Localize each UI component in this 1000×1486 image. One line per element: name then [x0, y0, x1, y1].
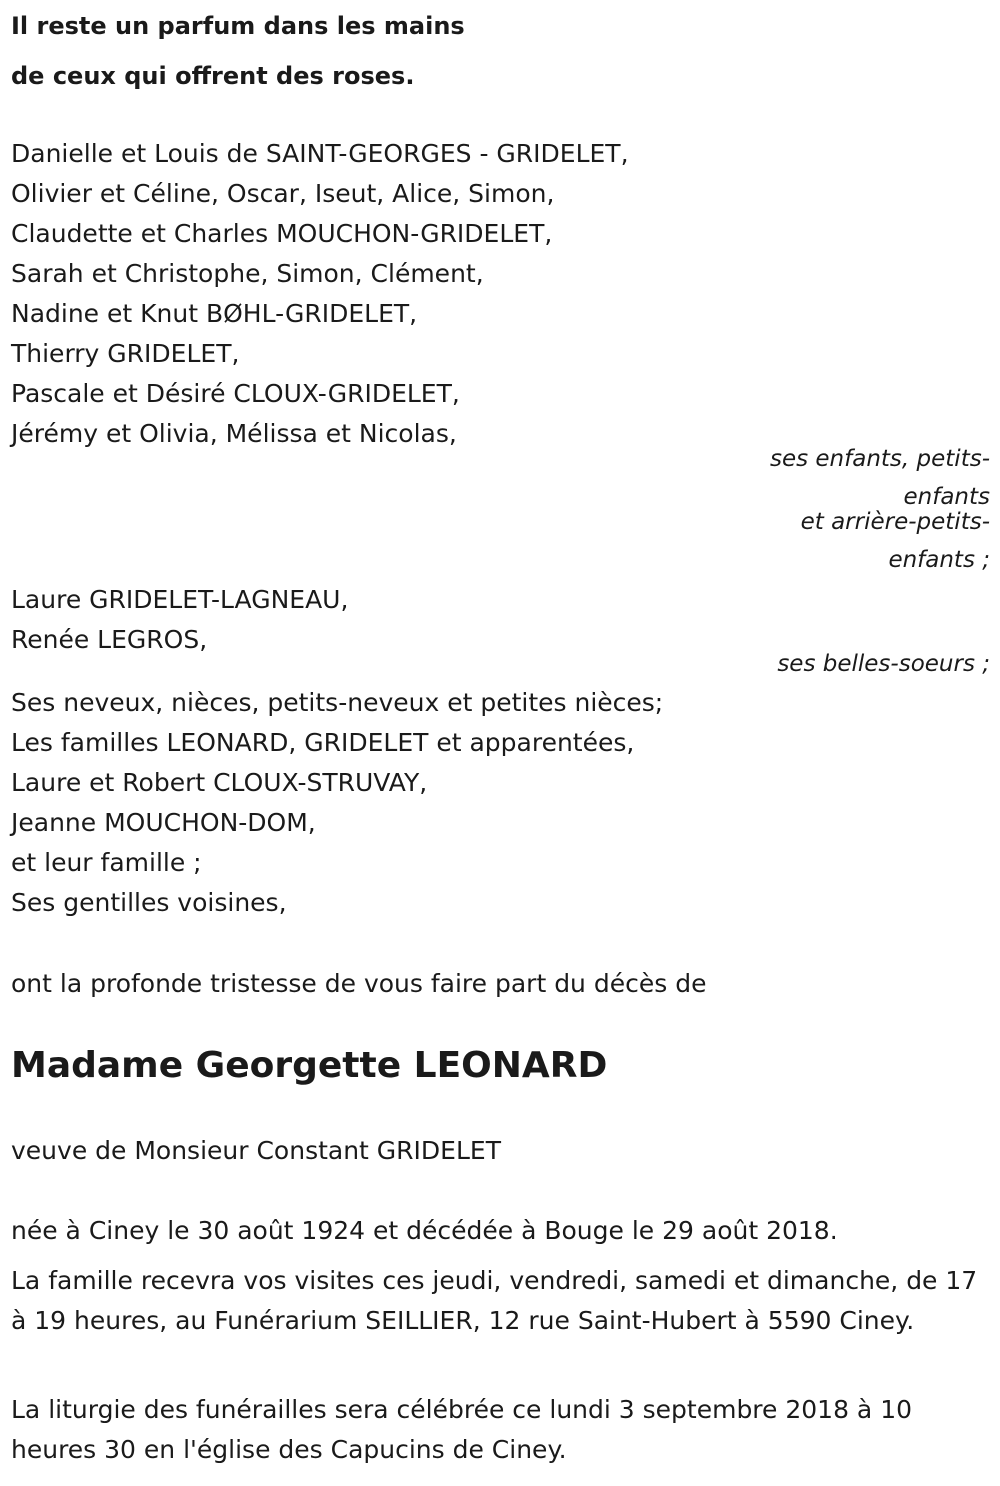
family-line: Pascale et Désiré CLOUX-GRIDELET,	[11, 379, 460, 408]
family-line: Claudette et Charles MOUCHON-GRIDELET,	[11, 219, 553, 248]
announcement-text: ont la profonde tristesse de vous faire part du décès de	[11, 969, 707, 998]
deceased-name: Madame Georgette LEONARD	[11, 1045, 608, 1086]
family-line: Olivier et Céline, Oscar, Iseut, Alice, Simon,	[11, 179, 555, 208]
family-line: et leur famille ;	[11, 848, 202, 877]
relation-children-line-1: ses enfants, petits-	[769, 446, 990, 472]
relation-children-line-4: enfants ;	[888, 547, 990, 573]
birth-death-text: née à Ciney le 30 août 1924 et décédée à Bouge le 29 août 2018.	[11, 1216, 838, 1245]
liturgy-paragraph: La liturgie des funérailles sera célébrée ce lundi 3 septembre 2018 à 10 heures 30 en l'église des Capucins de Ciney.	[11, 1395, 913, 1464]
family-line: Sarah et Christophe, Simon, Clément,	[11, 259, 484, 288]
relation-children-line-3: et arrière-petits-	[800, 509, 990, 535]
relation-children-line-2: enfants	[903, 484, 990, 510]
family-line: Danielle et Louis de SAINT-GEORGES - GRIDELET,	[11, 139, 629, 168]
family-line: Jeanne MOUCHON-DOM,	[11, 808, 316, 837]
widow-of-text: veuve de Monsieur Constant GRIDELET	[11, 1136, 501, 1165]
family-line: Ses gentilles voisines,	[11, 888, 287, 917]
family-line: Les familles LEONARD, GRIDELET et apparentées,	[11, 728, 635, 757]
family-line: Laure et Robert CLOUX-STRUVAY,	[11, 768, 428, 797]
epigraph-line-1: Il reste un parfum dans les mains	[11, 12, 465, 40]
family-line: Renée LEGROS,	[11, 625, 208, 654]
family-line: Ses neveux, nièces, petits-neveux et petites nièces;	[11, 688, 664, 717]
family-line: Laure GRIDELET-LAGNEAU,	[11, 585, 349, 614]
relation-sisters-in-law: ses belles-soeurs ;	[777, 651, 990, 677]
family-line: Jérémy et Olivia, Mélissa et Nicolas,	[11, 419, 457, 448]
family-line: Thierry GRIDELET,	[11, 339, 240, 368]
epigraph-line-2: de ceux qui offrent des roses.	[11, 62, 415, 90]
family-line: Nadine et Knut BØHL-GRIDELET,	[11, 299, 418, 328]
visits-paragraph: La famille recevra vos visites ces jeudi, vendredi, samedi et dimanche, de 17 à 19 heures, au Funérarium SEILLIER, 12 rue Saint-Hubert à 5590 Ciney.	[11, 1266, 978, 1335]
